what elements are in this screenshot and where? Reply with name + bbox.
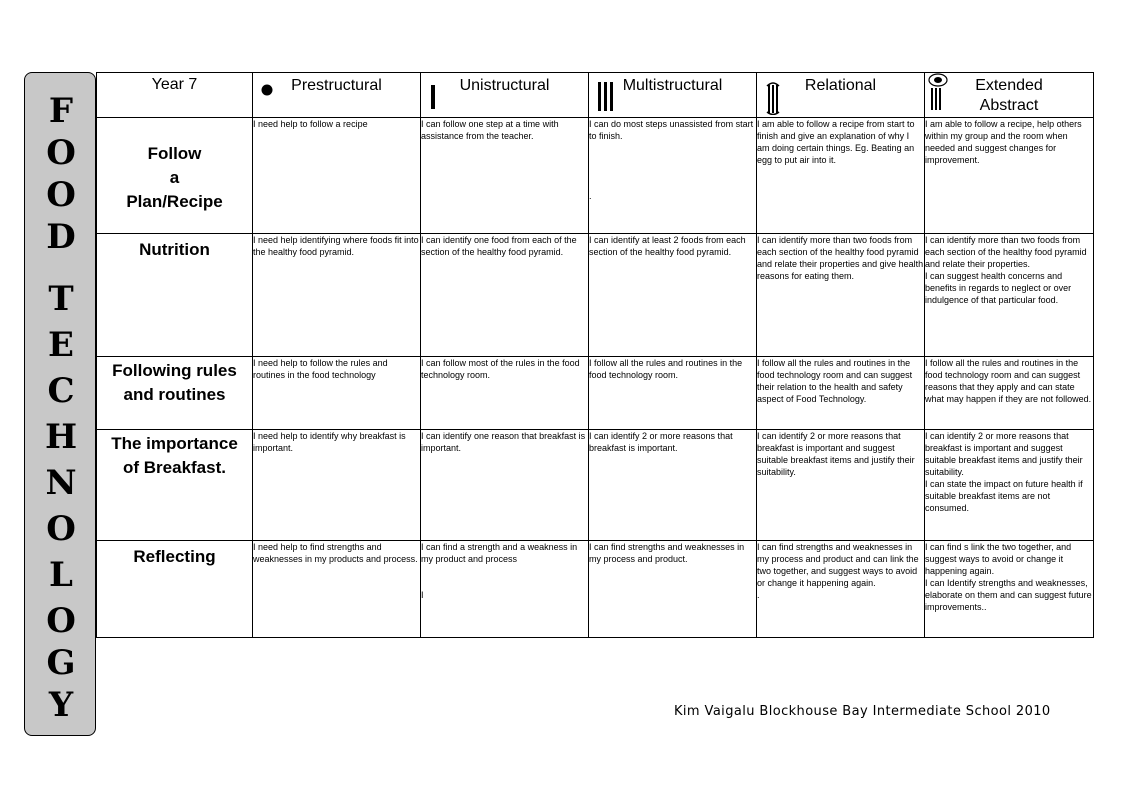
header-row bbox=[97, 73, 1094, 118]
rubric-cell: I can find a strength and a weakness in my product and process I bbox=[421, 541, 589, 638]
rubric-cell: I can identify more than two foods from each section of the healthy food pyramid and relate their properties and give health reasons for eating them. bbox=[757, 234, 925, 357]
banner-letter: N bbox=[45, 463, 77, 503]
rubric-cell: I need help to identify why breakfast is important. bbox=[253, 430, 421, 541]
row-heading: Following rules and routines bbox=[97, 357, 253, 430]
extended-bars-icon bbox=[927, 73, 949, 111]
rubric-cell: I can identify more than two foods from each section of the healthy food pyramid and relate their properties. I can suggest health concerns and benefits in regards to neglect or over indulgence of that particular food. bbox=[925, 234, 1094, 357]
row-heading: Follow a Plan/Recipe bbox=[97, 118, 253, 234]
rubric-cell: I am able to follow a recipe, help others within my group and the room when needed and suggest changes for improvement. bbox=[925, 118, 1094, 234]
year-level-header: Year 7 bbox=[97, 73, 253, 118]
row-heading: Nutrition bbox=[97, 234, 253, 357]
banner-letter: L bbox=[49, 555, 73, 595]
rubric-cell: I can follow most of the rules in the food technology room. bbox=[421, 357, 589, 430]
dot-icon bbox=[261, 81, 275, 111]
triple-bar-icon bbox=[597, 81, 617, 111]
rubric-cell: I can find s link the two together, and suggest ways to avoid or change it happening again. I can Identify strengths and weaknesses, elaborate on them and can suggest future improvements.. bbox=[925, 541, 1094, 638]
banner-letter: O bbox=[46, 601, 76, 641]
level-header-prestructural: Prestructural bbox=[253, 73, 421, 118]
rubric-cell: I need help identifying where foods fit into the healthy food pyramid. bbox=[253, 234, 421, 357]
banner-letter: Y bbox=[48, 685, 74, 725]
banner-letter: D bbox=[46, 217, 76, 257]
rubric-cell: I can identify 2 or more reasons that breakfast is important and suggest suitable breakfast items and justify their suitability. I can state the impact on future health if suitable breakfast items are not consumed. bbox=[925, 430, 1094, 541]
banner-letter: T bbox=[48, 279, 74, 319]
rubric-cell: I can identify one reason that breakfast is important. bbox=[421, 430, 589, 541]
rubric-row bbox=[97, 118, 1094, 234]
rubric-cell: I need help to follow a recipe bbox=[253, 118, 421, 234]
rubric-cell: I can identify 2 or more reasons that breakfast is important and suggest suitable breakfast items and justify their suitability. bbox=[757, 430, 925, 541]
rubric-cell: I can do most steps unassisted from start to finish. . bbox=[589, 118, 757, 234]
rubric-cell: I can identify one food from each of the section of the healthy food pyramid. bbox=[421, 234, 589, 357]
row-heading: The importance of Breakfast. bbox=[97, 430, 253, 541]
row-heading: Reflecting bbox=[97, 541, 253, 638]
rubric-cell: I need help to follow the rules and routines in the food technology bbox=[253, 357, 421, 430]
level-header-unistructural: Unistructural bbox=[421, 73, 589, 118]
rubric-cell: I can follow one step at a time with assistance from the teacher. bbox=[421, 118, 589, 234]
linked-bars-icon bbox=[765, 81, 781, 115]
rubric-cell: I follow all the rules and routines in the food technology room and can suggest their relation to the health and safety aspect of Food Technology. bbox=[757, 357, 925, 430]
food-technology-banner bbox=[24, 72, 96, 736]
rubric-cell: I can identify at least 2 foods from each section of the healthy food pyramid. bbox=[589, 234, 757, 357]
rubric-cell: I follow all the rules and routines in the food technology room. bbox=[589, 357, 757, 430]
banner-letter: E bbox=[48, 325, 74, 365]
solo-rubric-table bbox=[96, 72, 1094, 638]
single-bar-icon bbox=[429, 81, 443, 111]
rubric-cell: I can find strengths and weaknesses in my process and product. bbox=[589, 541, 757, 638]
rubric-row bbox=[97, 357, 1094, 430]
banner-letter: O bbox=[46, 175, 76, 215]
rubric-cell: I am able to follow a recipe from start to finish and give an explanation of why I am doing certain things. Eg. Beating an egg to put air into it. bbox=[757, 118, 925, 234]
banner-letter: F bbox=[48, 91, 74, 131]
banner-letter: O bbox=[46, 509, 76, 549]
banner-letter: O bbox=[46, 133, 76, 173]
level-header-extended-abstract: Extended Abstract bbox=[925, 73, 1094, 118]
banner-letter: G bbox=[46, 643, 76, 683]
rubric-row bbox=[97, 430, 1094, 541]
banner-letter: C bbox=[47, 371, 75, 411]
level-header-relational: Relational bbox=[757, 73, 925, 118]
rubric-cell: I can identify 2 or more reasons that breakfast is important. bbox=[589, 430, 757, 541]
rubric-row bbox=[97, 234, 1094, 357]
footer-credit: Kim Vaigalu Blockhouse Bay Intermediate School 2010 bbox=[674, 704, 1051, 719]
rubric-cell: I follow all the rules and routines in the food technology room and can suggest reasons that they apply and can state what may happen if they are not followed. bbox=[925, 357, 1094, 430]
rubric-cell: I need help to find strengths and weaknesses in my products and process. bbox=[253, 541, 421, 638]
rubric-row bbox=[97, 541, 1094, 638]
rubric-cell: I can find strengths and weaknesses in my process and product and can link the two together, and suggest ways to avoid or change it happening again. . bbox=[757, 541, 925, 638]
level-header-multistructural: Multistructural bbox=[589, 73, 757, 118]
banner-letter: H bbox=[44, 417, 78, 457]
